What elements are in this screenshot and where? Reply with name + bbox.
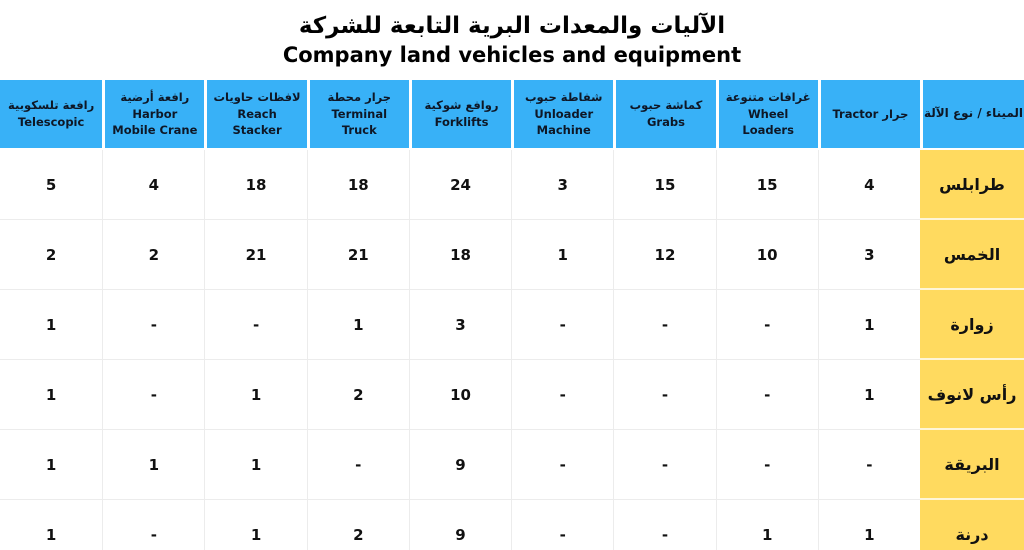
value-cell: 1 xyxy=(204,360,306,430)
value-cell: - xyxy=(102,290,204,360)
value-cell: 1 xyxy=(0,430,102,500)
value-cell: - xyxy=(511,360,613,430)
table-row xyxy=(0,290,1024,360)
value-cell: 10 xyxy=(409,360,511,430)
value-cell: - xyxy=(102,500,204,550)
value-cell: 1 xyxy=(0,290,102,360)
value-cell: 18 xyxy=(204,150,306,220)
title-block xyxy=(0,0,1024,80)
value-cell: - xyxy=(307,430,409,500)
value-cell: - xyxy=(613,500,715,550)
value-cell: - xyxy=(511,290,613,360)
table-body xyxy=(0,150,1024,550)
page-title-arabic: الآليات والمعدات البرية التابعة للشركة xyxy=(298,13,726,40)
value-cell: 3 xyxy=(818,220,920,290)
port-name-cell: البريقة xyxy=(920,430,1024,500)
value-cell: - xyxy=(102,360,204,430)
value-cell: 1 xyxy=(204,430,306,500)
column-header-cell: روافع شوكية Forklifts xyxy=(409,80,511,150)
value-cell: 12 xyxy=(613,220,715,290)
value-cell: 9 xyxy=(409,500,511,550)
value-cell: 24 xyxy=(409,150,511,220)
value-cell: 1 xyxy=(818,290,920,360)
value-cell: 15 xyxy=(716,150,818,220)
table-row xyxy=(0,150,1024,220)
value-cell: 21 xyxy=(307,220,409,290)
column-header-cell: رافعة تلسكوبية Telescopic xyxy=(0,80,102,150)
value-cell: 1 xyxy=(0,360,102,430)
value-cell: 4 xyxy=(102,150,204,220)
port-name-cell: درنة xyxy=(920,500,1024,550)
value-cell: - xyxy=(511,430,613,500)
value-cell: 15 xyxy=(613,150,715,220)
value-cell: 21 xyxy=(204,220,306,290)
value-cell: 1 xyxy=(716,500,818,550)
value-cell: - xyxy=(716,290,818,360)
port-name-cell: الخمس xyxy=(920,220,1024,290)
vehicles-table xyxy=(0,80,1024,550)
column-header-cell: كماشة حبوب Grabs xyxy=(613,80,715,150)
value-cell: 1 xyxy=(511,220,613,290)
value-cell: - xyxy=(613,290,715,360)
value-cell: 2 xyxy=(307,360,409,430)
value-cell: 1 xyxy=(204,500,306,550)
column-header-cell: شفاطة حبوب Unloader Machine xyxy=(511,80,613,150)
value-cell: 18 xyxy=(409,220,511,290)
value-cell: - xyxy=(716,430,818,500)
value-cell: - xyxy=(613,430,715,500)
column-header-cell: رافعة أرضية Harbor Mobile Crane xyxy=(102,80,204,150)
value-cell: 1 xyxy=(818,360,920,430)
value-cell: 5 xyxy=(0,150,102,220)
value-cell: 9 xyxy=(409,430,511,500)
port-type-header-cell: الميناء / نوع الآلة xyxy=(920,80,1024,150)
table-row xyxy=(0,430,1024,500)
table-header-row xyxy=(0,80,1024,150)
port-name-cell: رأس لانوف xyxy=(920,360,1024,430)
port-name-cell: زوارة xyxy=(920,290,1024,360)
value-cell: - xyxy=(818,430,920,500)
value-cell: 4 xyxy=(818,150,920,220)
value-cell: 10 xyxy=(716,220,818,290)
value-cell: 1 xyxy=(102,430,204,500)
table-row xyxy=(0,500,1024,550)
value-cell: 18 xyxy=(307,150,409,220)
page-title-english: Company land vehicles and equipment xyxy=(282,42,742,67)
value-cell: 3 xyxy=(409,290,511,360)
value-cell: 1 xyxy=(818,500,920,550)
value-cell: - xyxy=(511,500,613,550)
table-row xyxy=(0,360,1024,430)
value-cell: 1 xyxy=(0,500,102,550)
value-cell: - xyxy=(716,360,818,430)
column-header-cell: لافظات حاويات Reach Stacker xyxy=(204,80,306,150)
value-cell: 2 xyxy=(102,220,204,290)
column-header-cell: جرار Tractor xyxy=(818,80,920,150)
value-cell: 2 xyxy=(0,220,102,290)
table-row xyxy=(0,220,1024,290)
value-cell: 3 xyxy=(511,150,613,220)
value-cell: 1 xyxy=(307,290,409,360)
column-header-cell: جرار محطة Terminal Truck xyxy=(307,80,409,150)
port-name-cell: طرابلس xyxy=(920,150,1024,220)
value-cell: - xyxy=(204,290,306,360)
value-cell: 2 xyxy=(307,500,409,550)
value-cell: - xyxy=(613,360,715,430)
column-header-cell: غرافات متنوعة Wheel Loaders xyxy=(716,80,818,150)
